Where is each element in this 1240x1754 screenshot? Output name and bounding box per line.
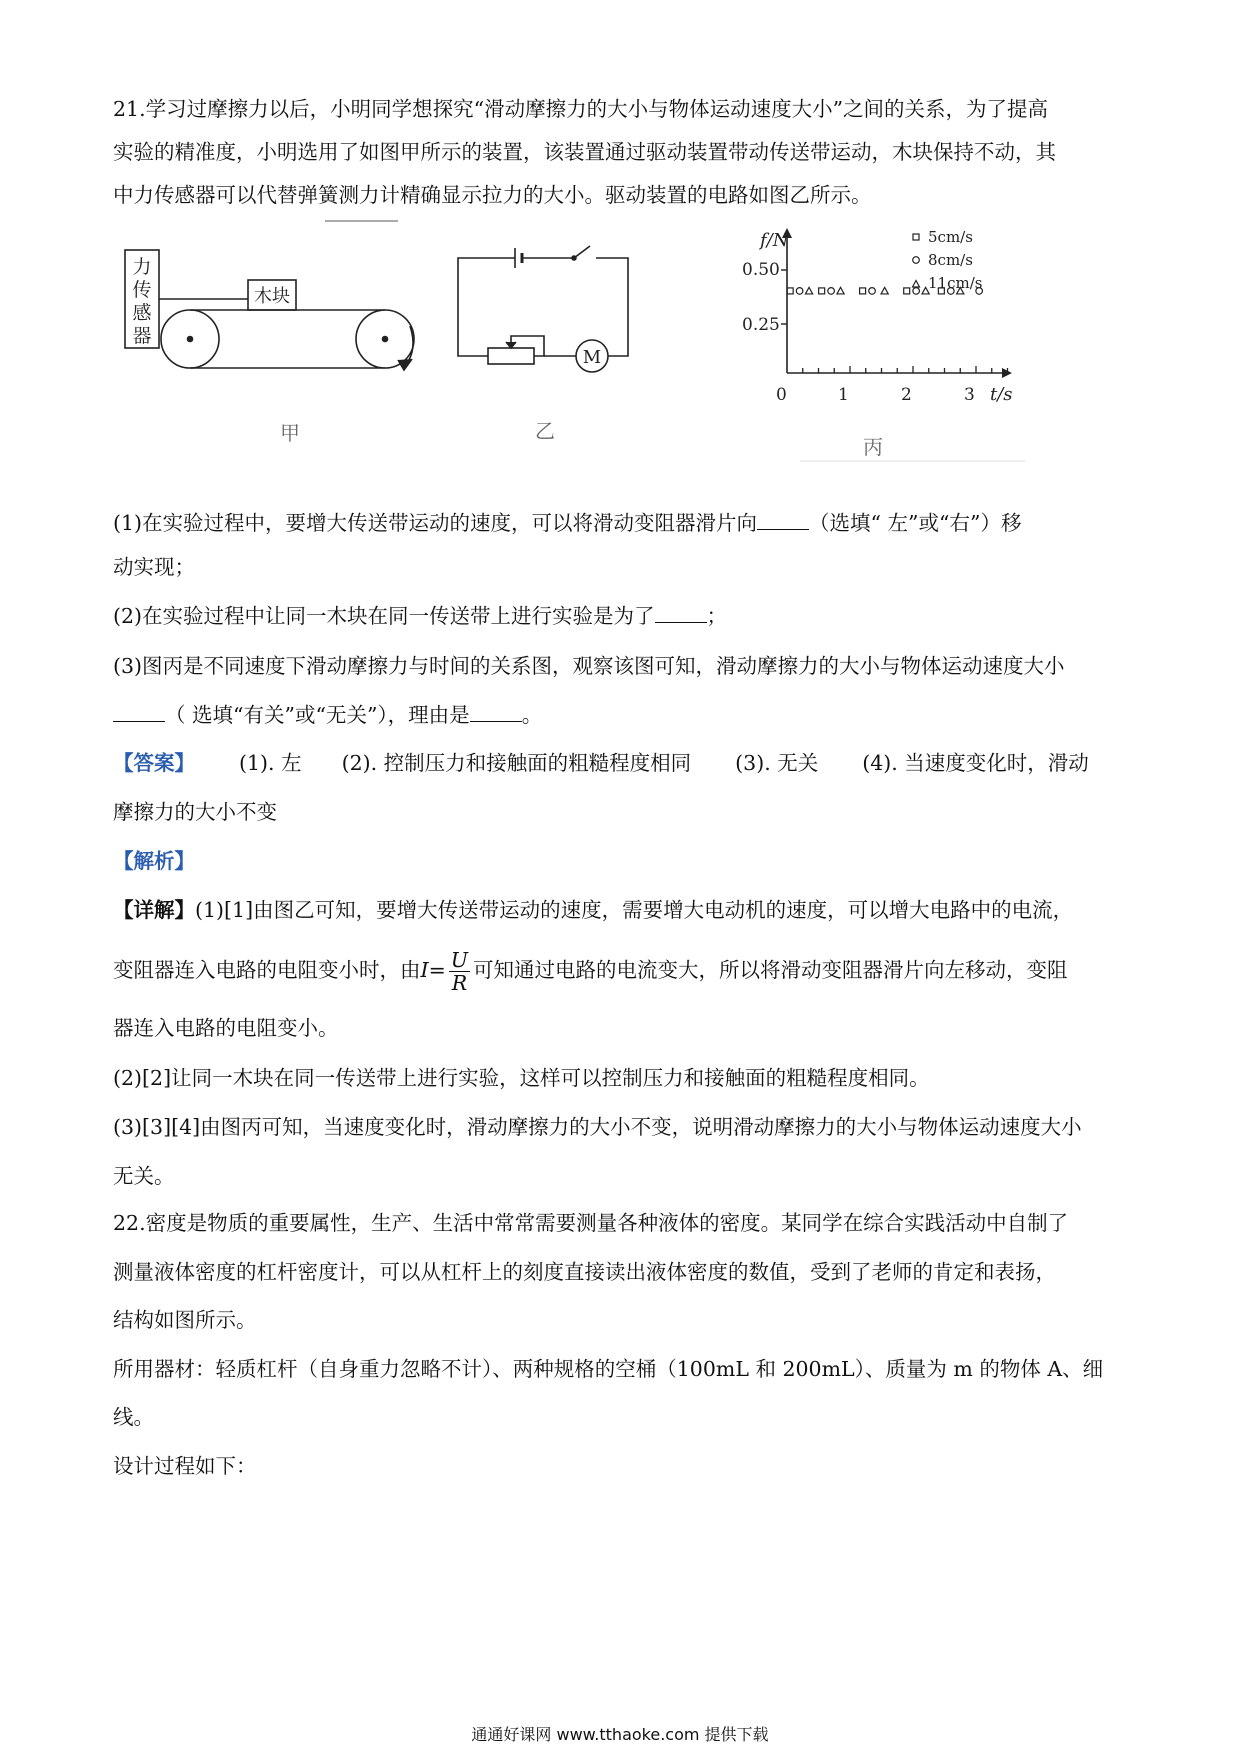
q21-part3-cont	[113, 700, 1128, 730]
detail-line-2	[113, 948, 1128, 994]
q21-part1-hint: （选填“ 左”或“右”）移	[809, 511, 1022, 535]
sensor-label-2: 传	[132, 279, 152, 301]
answer-tag: 【答案】	[113, 751, 195, 775]
answer-cont: 摩擦力的大小不变	[113, 800, 277, 824]
formula-lhs: I=	[420, 958, 446, 982]
data-point-triangle	[881, 287, 888, 294]
wood-block-label: 木块	[254, 286, 290, 307]
data-point-circle	[869, 288, 876, 295]
rheostat	[488, 348, 534, 364]
q21-part1-blank[interactable]	[757, 509, 809, 530]
q21-part3-hint: （ 选填“有关”或“无关”），理由是	[165, 703, 470, 727]
detail-text-2a: 变阻器连入电路的电阻变小时，由	[113, 958, 421, 982]
caption-bing: 丙	[863, 435, 883, 459]
q22-line-4: 所用器材：轻质杠杆（自身重力忽略不计）、两种规格的空桶（100mL 和 200mL）、质量为 m 的物体 A、细	[113, 1357, 1104, 1381]
y-tick-025: 0.25	[742, 315, 780, 335]
sensor-label-1: 力	[132, 256, 152, 278]
x-tick-2: 2	[901, 385, 912, 405]
data-point-square	[787, 288, 793, 294]
formula-denominator: R	[451, 971, 468, 995]
legend-circle-marker	[913, 257, 920, 264]
q21-part1-text: (1)在实验过程中，要增大传送带运动的速度，可以将滑动变阻器滑片向	[113, 511, 758, 535]
data-point-circle	[828, 288, 835, 295]
legend	[913, 228, 983, 292]
y-tick-050: 0.50	[742, 260, 780, 280]
x-tick-0: 0	[776, 385, 787, 405]
answer-line	[113, 748, 1128, 778]
q21-part2-end: ；	[706, 604, 728, 628]
q21-part2-line	[113, 601, 1128, 631]
answer-3: (3). 无关	[735, 751, 819, 775]
q21-line-1: 21.学习过摩擦力以后，小明同学想探究“滑动摩擦力的大小与物体运动速度大小”之间的关系，为了提高	[113, 97, 1049, 121]
formula-numerator: U	[450, 948, 469, 972]
answer-1: (1). 左	[239, 751, 302, 775]
legend-5cms: 5cm/s	[928, 228, 973, 246]
q22-line-1: 22.密度是物质的重要属性，生产、生活中常常需要测量各种液体的密度。某同学在综合实践活动中自制了	[113, 1211, 1069, 1235]
answer-4: (4). 当速度变化时，滑动	[862, 751, 1089, 775]
analysis-tag-line	[113, 846, 1128, 876]
sensor-label-4: 器	[132, 325, 152, 347]
q21-part2-blank[interactable]	[655, 602, 707, 623]
figure-bing	[742, 228, 1025, 461]
x-tick-3: 3	[964, 385, 975, 405]
caption-yi: 乙	[535, 419, 555, 443]
q22-line-3: 结构如图所示。	[113, 1308, 257, 1332]
q21-part1-cont: 动实现；	[113, 555, 195, 579]
data-point-square	[904, 288, 910, 294]
answer-2: (2). 控制压力和接触面的粗糙程度相同	[341, 751, 692, 775]
figure-yi	[458, 246, 628, 443]
detail-text-2b: 可知通过电路的电流变大，所以将滑动变阻器滑片向左移动，变阻	[473, 958, 1068, 982]
q21-line-3: 中力传感器可以代替弹簧测力计精确显示拉力的大小。驱动装置的电路如图乙所示。	[113, 183, 872, 207]
data-point-circle	[913, 288, 920, 295]
switch	[574, 246, 590, 258]
figures-svg	[0, 218, 1240, 468]
data-point-triangle	[805, 287, 812, 294]
detail-line-5: (3)[3][4]由图丙可知，当速度变化时，滑动摩擦力的大小不变，说明滑动摩擦力的大小与物体运动速度大小	[113, 1115, 1082, 1139]
q21-part1-line	[113, 508, 1128, 538]
detail-line-1	[113, 895, 1128, 925]
motor-label: M	[582, 347, 602, 368]
sensor-label-3: 感	[132, 302, 152, 324]
legend-11cms: 11cm/s	[928, 274, 983, 292]
q21-part3-end: 。	[521, 703, 543, 727]
legend-square-marker	[913, 234, 919, 240]
data-point-square	[819, 288, 825, 294]
analysis-tag: 【解析】	[113, 849, 195, 873]
detail-line-6: 无关。	[113, 1164, 175, 1188]
q21-line-2: 实验的精准度，小明选用了如图甲所示的装置，该装置通过驱动装置带动传送带运动，木块保持不动，其	[113, 140, 1056, 164]
q22-line-5: 线。	[113, 1405, 154, 1429]
caption-jia: 甲	[280, 421, 300, 445]
detail-line-3: 器连入电路的电阻变小。	[113, 1016, 339, 1040]
data-point-square	[860, 288, 866, 294]
q21-part3-blank-1[interactable]	[113, 701, 165, 722]
formula-fraction	[449, 949, 470, 994]
figure-jia	[125, 250, 414, 445]
q21-part3-line: (3)图丙是不同速度下滑动摩擦力与时间的关系图，观察该图可知，滑动摩擦力的大小与物体运动速度大小	[113, 654, 1065, 678]
x-axis-label: t/s	[990, 384, 1013, 405]
q22-line-6: 设计过程如下：	[113, 1454, 257, 1478]
data-point-circle	[796, 288, 803, 295]
detail-line-4: (2)[2]让同一木块在同一传送带上进行实验，这样可以控制压力和接触面的粗糙程度相同。	[113, 1066, 930, 1090]
legend-triangle-marker	[913, 281, 920, 288]
page-footer: 通通好课网 www.tthaoke.com 提供下载	[471, 1725, 769, 1744]
legend-8cms: 8cm/s	[928, 251, 973, 269]
y-axis-label: f/N	[760, 230, 789, 251]
detail-text-1: (1)[1]由图乙可知，要增大传送带运动的速度，需要增大电动机的速度，可以增大电路中的电流，	[195, 898, 1074, 922]
data-point-triangle	[837, 287, 844, 294]
q21-part2-text: (2)在实验过程中让同一木块在同一传送带上进行实验是为了	[113, 604, 655, 628]
x-tick-1: 1	[838, 385, 849, 405]
q22-line-2: 测量液体密度的杠杆密度计，可以从杠杆上的刻度直接读出液体密度的数值，受到了老师的肯定和表扬，	[113, 1260, 1056, 1284]
q21-part3-blank-2[interactable]	[470, 701, 522, 722]
detail-tag: 【详解】	[113, 898, 195, 922]
